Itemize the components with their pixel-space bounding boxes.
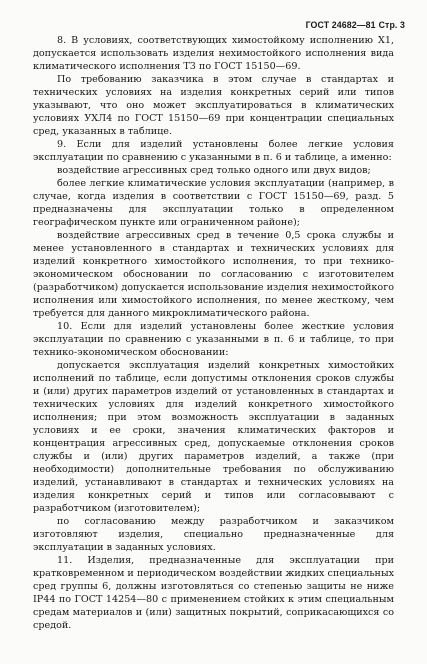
paragraph-9-item-1: воздействие агрессивных сред только одного или двух видов; bbox=[57, 165, 371, 176]
standard-number: ГОСТ 24682—81 bbox=[305, 20, 376, 30]
paragraph-10-item-2: по согласованию между разработчиком и заказчиком изготовляют изделия, специально предназначенные для эксплуатации в заданных условиях. bbox=[33, 516, 394, 553]
paragraph-10: 10. Если для изделий установлены более жесткие условия эксплуатации по сравнению с указанными в п. 6 и таблице, то при технико-экономическом обосновании: bbox=[33, 321, 394, 358]
paragraph-11: 11. Изделия, предназначенные для эксплуатации при кратковременном и периодическом воздействии жидких специальных сред группы 6, должны изготовляться со степенью защиты не ниже IP44 по ГОСТ 14254—80 с применением стойких к этим специальным средам материалов и (или) защитных покрытий, соприкасающихся со средой. bbox=[33, 555, 394, 631]
page-header bbox=[306, 20, 405, 30]
paragraph-8-customer-request: По требованию заказчика в этом случае в стандартах и технических условиях на изделия конкретных серий или типов указывают, что оно может эксплуатироваться в климатических условиях УХЛ4 по ГОСТ 15150—69 при концентрации специальных сред, указанных в таблице. bbox=[33, 74, 394, 137]
paragraph-9-item-2: более легкие климатические условия эксплуатации (например, в случае, когда изделия в соответствии с ГОСТ 15150—69, разд. 5 предназначены для эксплуатации только в определенном географическом пункте или ограниченном районе); bbox=[33, 178, 394, 228]
paragraph-10-item-1: допускается эксплуатация изделий конкретных химостойких исполнений по таблице, если допустимы отклонения сроков службы и (или) других параметров изделий от установленных в стандартах и технических условиях для изделий конкретного химостойкого исполнения; при этом возможность эксплуатации в заданных условиях и ее сроки, значения климатических факторов и концентрация агрессивных сред, допускаемые отклонения сроков службы и (или) других параметров изделий, а также (при необходимости) дополнительные требования по обслуживанию изделий, устанавливают в стандартах и технических условиях на изделия конкретных серий и типов или согласовывают с разработчиком (изготовителем); bbox=[33, 360, 394, 514]
paragraph-8: 8. В условиях, соответствующих химостойкому исполнению Х1, допускается использовать изделия нехимостойкого исполнения вида климатического исполнения Т3 по ГОСТ 15150—69. bbox=[33, 35, 394, 72]
paragraph-9: 9. Если для изделий установлены более легкие условия эксплуатации по сравнению с указанными в п. 6 и таблице, а именно: bbox=[33, 139, 394, 163]
paragraph-9-item-3: воздействие агрессивных сред в течение 0,5 срока службы и менее установленного в стандартах и технических условиях для изделий конкретного химостойкого исполнения, то при технико-экономическом обосновании по согласованию с изготовителем (разработчиком) допускается использование изделия нехимостойкого исполнения или химостойкого исполнения, по менее жесткому, чем требуется для данного микроклиматического района. bbox=[33, 230, 394, 319]
page-number: Стр. 3 bbox=[378, 20, 405, 30]
document-body bbox=[33, 34, 394, 632]
